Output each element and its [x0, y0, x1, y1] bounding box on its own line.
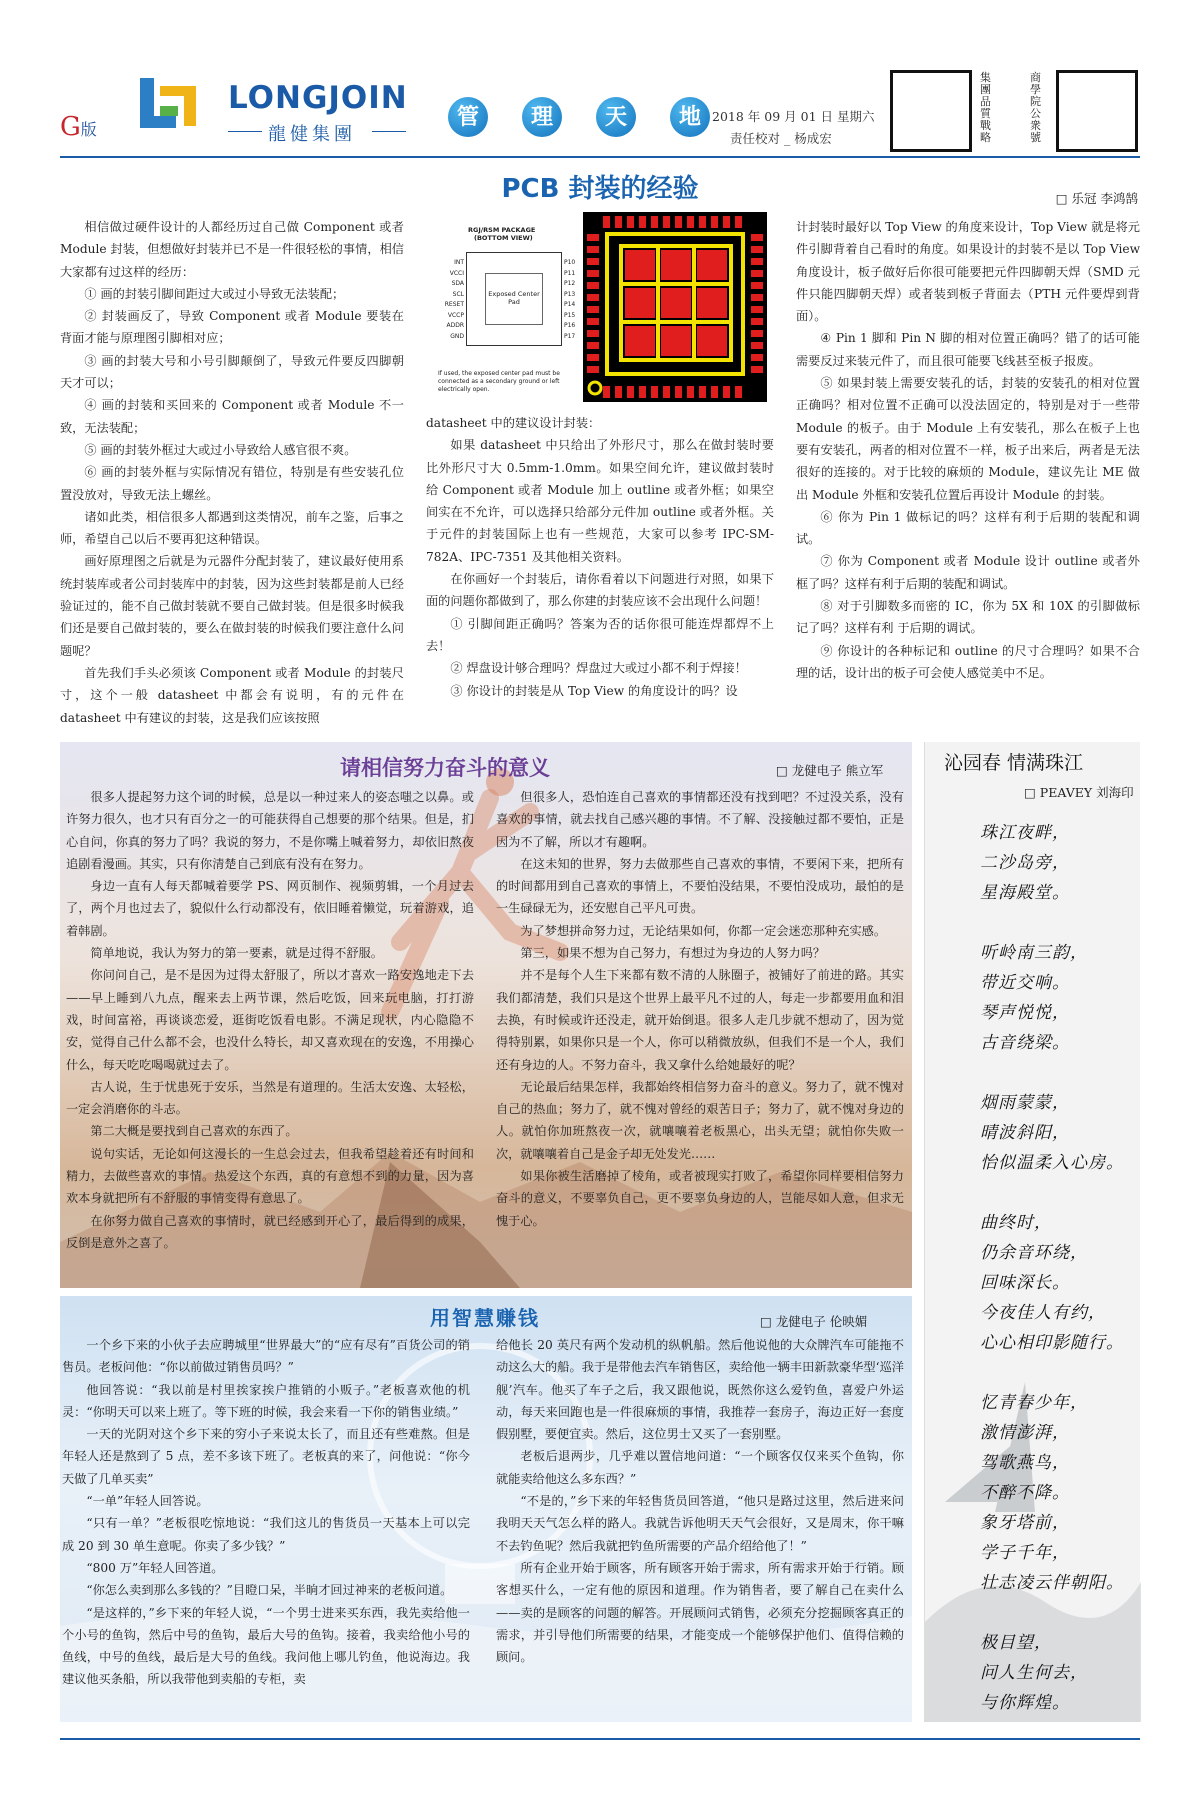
poem-line: 二沙岛旁， [980, 853, 1070, 873]
paragraph: ③ 画的封装大号和小号引脚颠倒了，导致元件要反四脚朝天才可以； [60, 353, 404, 391]
article-author: □ 龙健电子 熊立军 [776, 763, 884, 778]
article-author: □ 乐冠 李鸿鹄 [1055, 191, 1138, 206]
poem-line: 象牙塔前， [980, 1513, 1070, 1533]
paragraph: datasheet 中的建议设计封装： [426, 416, 601, 430]
paragraph: “是这样的，”乡下来的年轻人说，“一个男士进来买东西，我先卖给他一个小号的鱼钩，然后中号的鱼钩，最后大号的鱼钩。接着，我卖给他小号的鱼线，中号的鱼线，最后是大号的鱼线。我问他上哪儿钓鱼，他说海边。我建议他买条船，所以我带他到卖船的专柜，卖 [62, 1605, 470, 1687]
paragraph: 在你努力做自己喜欢的事情时，就已经感到开心了，最后得到的成果，反倒是意外之喜了。 [66, 1213, 474, 1250]
edition-label: G版 [60, 112, 97, 142]
diagram-subtitle: (BOTTOM VIEW) [474, 234, 533, 242]
poem-line: 学子千年， [980, 1543, 1070, 1563]
paragraph: 计封装时最好以 Top View 的角度来设计，Top View 就是将元件引脚背着自己看时的角度。如果设计的封装不是以 Top View 角度设计，板子做好后你很可能要把元件四脚朝天焊（SMD 元件只能四脚朝天焊）或者装到板子背面去（PTH 元件要焊到背面）。 [796, 220, 1140, 324]
poem-line: 古音绕梁。 [980, 1033, 1070, 1053]
poem-line: 问人生何去， [980, 1663, 1088, 1683]
paragraph: ① 画的封装引脚间距过大或过小导致无法装配； [84, 286, 345, 301]
poem-author: □ PEAVEY 刘海印 [1024, 785, 1134, 800]
paragraph: ④ Pin 1 脚和 Pin N 脚的相对位置正确吗？错了的话可能需要反过来装元件了，而且很可能要飞线甚至板子报废。 [796, 331, 1140, 368]
paragraph: “一单”年轻人回答说。 [86, 1494, 209, 1509]
poem-line: 激情澎湃， [980, 1423, 1070, 1443]
poem-line: 忆青春少年， [980, 1393, 1088, 1413]
paragraph: 简单地说，我认为努力的第一要素，就是过得不舒服。 [90, 946, 383, 961]
pcb-footprint-icon [583, 212, 767, 402]
paragraph: ② 焊盘设计够合理吗？焊盘过大或过小都不利于焊接！ [450, 661, 747, 676]
paragraph: 所有企业开始于顾客，所有顾客开始于需求，所有需求开始于行销。顾客想买什么，一定有他的原因和道理。作为销售者，要了解自己在卖什么——卖的是顾客的问题的解答。开展顾问式销售，必须充分挖掘顾客真正的需求，并引导他们所需要的结果，才能变成一个能够保护他们、值得信赖的顾问。 [496, 1560, 904, 1665]
qr-label-academy: 商學院公衆號 [1030, 71, 1041, 144]
paragraph: ⑤ 画的封装外框过大或过小导致给人感官很不爽。 [84, 442, 357, 457]
paragraph: “800 万”年轻人回答道。 [86, 1560, 224, 1575]
paragraph: “不是的，”乡下来的年轻售货员回答道，“他只是路过这里，然后进来问我明天天气怎么样的路人。我就告诉他明天天气会很好，又是周末，你干嘛不去钓鱼呢？然后我就把钓鱼所需要的产品介绍给他了！” [496, 1494, 904, 1553]
paragraph: 无论最后结果怎样，我都始终相信努力奋斗的意义。努力了，就不愧对自己的热血；努力了，就不愧对曾经的艰苦日子；努力了，就不愧对身边的人。就怕你加班熬夜一次，就嚷嚷着老板黑心，出头无望；就怕你失败一次，就嚷嚷着自己是金子却无处发光…… [496, 1079, 904, 1161]
paragraph: 他回答说：“我以前是村里挨家挨户推销的小贩子。”老板喜欢他的机灵：“你明天可以来上班了。等下班的时候，我会来看一下你的销售业绩。” [62, 1382, 470, 1419]
paragraph: ① 引脚间距正确吗？答案为否的话你很可能连焊都焊不上去！ [426, 616, 774, 653]
paragraph: 并不是每个人生下来都有数不清的人脉圈子，被铺好了前进的路。其实我们都清楚，我们只是这个世界上最平凡不过的人，每走一步都要用血和泪去换，有时候或许还没走，就开始倒退。很多人走几步就不想动了，因为觉得特别累，如果你只是一个人，你可以稍微放纵，但我们不是一个人，我们还有身边的人。不努力奋斗，我又拿什么给她最好的呢？ [496, 968, 904, 1072]
paragraph: 古人说，生于忧患死于安乐，当然是有道理的。生活太安逸、太轻松，一定会消磨你的斗志。 [66, 1079, 474, 1117]
poem-line: 晴波斜阳， [980, 1123, 1070, 1143]
poem-line: 不醉不降。 [980, 1483, 1070, 1503]
article-title-wisdom: 用智慧赚钱 [430, 1306, 540, 1330]
poem-line: 听岭南三韵， [980, 943, 1088, 963]
poem-line: 心心相印影随行。 [980, 1333, 1124, 1353]
poem-line: 回味深长。 [980, 1273, 1070, 1293]
left-pin-labels: INT VCCI SDA SCL RESET VCCP ADDR GND [444, 259, 464, 340]
column-title-char-2: 理 [522, 97, 562, 137]
poem-line: 仍余音环绕， [980, 1243, 1088, 1263]
logo-rule-left [228, 131, 262, 132]
paragraph: 首先我们手头必须该 Component 或者 Module 的封装尺寸，这个一般 datasheet 中都会有说明，有的元件在 datasheet 中有建议的封装，这是我们应该按照 [60, 665, 404, 725]
qr-code-icon [1056, 70, 1138, 152]
article-column [796, 216, 1140, 684]
poem-line: 极目望， [980, 1633, 1052, 1653]
package-outline [466, 252, 562, 346]
center-pad: Exposed Center Pad [485, 273, 543, 325]
paragraph: 说句实话，无论如何这漫长的一生总会过去，但我希望趁着还有时间和精力，去做些喜欢的事情。热爱这个东西，真的有意想不到的力量，因为喜欢本身就把所有不舒服的事情变得有意思了。 [66, 1146, 474, 1206]
paragraph: 身边一直有人每天都喊着要学 PS、网页制作、视频剪辑，一个月过去了，两个月也过去了，貌似什么行动都没有，依旧睡着懒觉，玩着游戏，追着韩剧。 [66, 879, 474, 938]
poem-line: 与你辉煌。 [980, 1693, 1070, 1713]
paragraph: 一天的光阴对这个乡下来的穷小子来说太长了，而且还有些难熬。但是年轻人还是熬到了 5 点，差不多该下班了。老板真的来了，问他说：“你今天做了几单买卖” [62, 1427, 470, 1486]
paragraph: 一个乡下来的小伙子去应聘城里“世界最大”的“应有尽有”百货公司的销售员。老板问他：“你以前做过销售员吗？” [62, 1338, 470, 1375]
poem-line: 烟雨蒙蒙， [980, 1093, 1070, 1113]
issue-date: 2018 年 09 月 01 日 星期六 [712, 109, 875, 124]
right-pin-labels: P10 P11 P12 P13 P14 P15 P16 P17 [564, 259, 576, 340]
paragraph: ⑤ 如果封装上需要安装孔的话，封装的安装孔的相对位置正确吗？相对位置不正确可以没法固定的，特别是对于一些带 Module 的板子。由于 Module 上有安装孔，那么在板子上也要有安装孔，两者的相对位置不一样，板子出来后，两者是无法很好的连接的。对于比较的麻烦的 Module，建议先让 ME 做出 Module 外框和安装孔位置后再设计 Module 的封装。 [796, 376, 1140, 502]
poem-line: 曲终时， [980, 1213, 1052, 1233]
logo-chinese: 龍健集團 [268, 124, 356, 145]
paragraph: “你怎么卖到那么多钱的？”目瞪口呆，半晌才回过神来的老板问道。 [86, 1583, 453, 1598]
paragraph: ⑧ 对于引脚数多而密的 IC，你为 5X 和 10X 的引脚做标记了吗？这样有利 于后期的调试。 [796, 599, 1140, 636]
paragraph: “只有一单？”老板很吃惊地说：“我们这儿的售货员一天基本上可以完成 20 到 30 单生意呢。你卖了多少钱？” [62, 1516, 470, 1553]
paragraph: 第三，如果不想为自己努力，有想过为身边的人努力吗？ [520, 946, 826, 961]
proofreader: 责任校对 _ 杨成宏 [730, 131, 832, 146]
paragraph: 如果你被生活磨掉了棱角，或者被现实打败了，希望你同样要相信努力奋斗的意义，不要辜负自己，更不要辜负身边的人，岂能尽如人意，但求无愧于心。 [496, 1169, 904, 1228]
paragraph: 在这未知的世界，努力去做那些自己喜欢的事情，不要闲下来，把所有的时间都用到自己喜欢的事情上，不要怕没结果，不要怕没成功，最怕的是一生碌碌无为，还安慰自己平凡可贵。 [496, 856, 904, 916]
header-rule [60, 156, 1140, 158]
column-title-char-4: 地 [670, 97, 710, 137]
paragraph: ④ 画的封装和买回来的 Component 或者 Module 不一致，无法装配； [60, 398, 404, 435]
diagram-title: RGJ/RSM PACKAGE [468, 226, 536, 234]
article-column [66, 786, 474, 1254]
paragraph: ③ 你设计的封装是从 Top View 的角度设计的吗？设 [450, 683, 738, 698]
paragraph: 很多人提起努力这个词的时候，总是以一种过来人的姿态嗤之以鼻。或许努力很久，也才只有百分之一的可能获得自己想要的那个结果。但是，扪心自问，你真的努力了吗？我说的努力，不是你嘴上喊着努力，却依旧熬夜追剧看漫画。其实，只有你清楚自己到底有没有在努力。 [66, 790, 474, 871]
poem-line: 带近交响。 [980, 973, 1070, 993]
paragraph: 在你画好一个封装后，请你看着以下问题进行对照，如果下面的问题你都做到了，那么你建的封装应该不会出现什么问题！ [426, 572, 774, 609]
paragraph: ② 封装画反了，导致 Component 或者 Module 要装在背面才能与原理图引脚相对应； [60, 309, 404, 346]
paragraph: 画好原理图之后就是为元器件分配封装了，建议最好使用系统封装库或者公司封装库中的封装，因为这些封装都是前人已经验证过的，能不自己做封装就不要自己做封装。但是很多时候我们还是要自己做封装的，要么在做封装的时候我们要注意什么问题呢？ [60, 554, 404, 658]
article-column [426, 412, 774, 702]
paragraph: 给他长 20 英尺有两个发动机的纵帆船。然后他说他的大众牌汽车可能拖不动这么大的船。我于是带他去汽车销售区，卖给他一辆丰田新款豪华型‘巡洋舰’汽车。他买了车子之后，我又跟他说，既然你这么爱钓鱼，喜爱户外运动，每天来回跑也是一件很麻烦的事情，我推荐一套房子，海边正好一套度假别墅，要便宜卖。然后，这位男士又买了一套别墅。 [496, 1338, 904, 1442]
poem-title: 沁园春 情满珠江 [944, 752, 1084, 774]
poem-line: 驾歌燕鸟， [980, 1453, 1070, 1473]
article-column [496, 1334, 904, 1668]
column-title-char-3: 天 [596, 97, 636, 137]
paragraph: 如果 datasheet 中只给出了外形尺寸，那么在做封装时要比外形尺寸大 0.5mm-1.0mm。如果空间允许，建议做封装时给 Component 或者 Module 加上 outline 或者外框；如果空间实在不允许，可以选择只给部分元件加 outline 或者外框。关于元件的封装国际上也有一些规范，大家可以参考 IPC-SM-782A、IPC-7351 及其他相关资料。 [426, 438, 774, 564]
paragraph: ⑥ 画的封装外框与实际情况有错位，特别是有些安装孔位置没放对，导致无法上螺丝。 [60, 465, 404, 502]
paragraph: ⑥ 你为 Pin 1 做标记的吗？这样有利于后期的装配和调试。 [796, 509, 1140, 547]
paragraph: ⑨ 你设计的各种标记和 outline 的尺寸合理吗？如果不合理的话，设计出的板子可会使人感觉美中不足。 [796, 643, 1140, 680]
paragraph: 为了梦想拼命努力过，无论结果如何，你都一定会迷恋那种充实感。 [520, 923, 887, 938]
package-diagram [438, 218, 586, 406]
article-column [62, 1334, 470, 1691]
paragraph: ⑦ 你为 Component 或者 Module 设计 outline 或者外框了吗？这样有利于后期的装配和调试。 [796, 554, 1140, 591]
longjoin-logo-icon [138, 76, 198, 136]
article-author: □ 龙健电子 伦映媚 [760, 1314, 868, 1329]
article-title-pcb: PCB 封装的经验 [501, 174, 699, 204]
qr-label-quality: 集團品質戰略 [980, 71, 991, 144]
qr-code-icon [890, 70, 972, 152]
footer-rule [60, 1738, 1140, 1740]
logo-wordmark: LONGJOIN [228, 80, 408, 116]
poem-line: 怡似温柔入心房。 [980, 1153, 1124, 1173]
article-column [60, 216, 404, 729]
poem-line: 壮志凌云伴朝阳。 [980, 1573, 1124, 1593]
paragraph: 相信做过硬件设计的人都经历过自己做 Component 或者 Module 封装，但想做好封装并已不是一件很轻松的事情，相信大家都有过这样的经历： [60, 220, 404, 279]
poem-line: 星海殿堂。 [980, 883, 1070, 903]
poem-line: 今夜佳人有约， [980, 1303, 1106, 1323]
paragraph: 你问问自己，是不是因为过得太舒服了，所以才喜欢一路安逸地走下去——早上睡到八九点，醒来去上两节课，然后吃饭，回来玩电脑，打打游戏，时间富裕，再谈谈恋爱，逛街吃饭看电影。不满足现状，内心隐隐不安，觉得自己什么都不会，也没什么特长，却又喜欢现在的安逸，不用操心什么，每天吃吃喝喝就过去了。 [66, 968, 474, 1072]
column-title-char-1: 管 [448, 97, 488, 137]
poem-line: 珠江夜畔， [980, 823, 1070, 843]
article-title-effort: 请相信努力奋斗的意义 [340, 755, 550, 780]
poem-line: 琴声悦悦， [980, 1003, 1070, 1023]
paragraph: 诸如此类，相信很多人都遇到这类情况，前车之鉴，后事之师，希望自己以后不要再犯这种错误。 [60, 509, 404, 547]
diagram-note: If used, the exposed center pad must be connected as a secondary ground or left electrically open. [438, 370, 560, 393]
paragraph: 第二大概是要找到自己喜欢的东西了。 [90, 1124, 298, 1139]
logo-rule-right [372, 131, 406, 132]
paragraph: 但很多人，恐怕连自己喜欢的事情都还没有找到吧？不过没关系，没有喜欢的事情，就去找自己感兴趣的事情。不了解、没接触过都不要怕，正是因为不了解，所以才有趣啊。 [496, 790, 904, 849]
paragraph: 老板后退两步，几乎难以置信地问道：“一个顾客仅仅来买个鱼钩，你就能卖给他这么多东西？” [496, 1449, 904, 1486]
article-column [496, 786, 904, 1232]
